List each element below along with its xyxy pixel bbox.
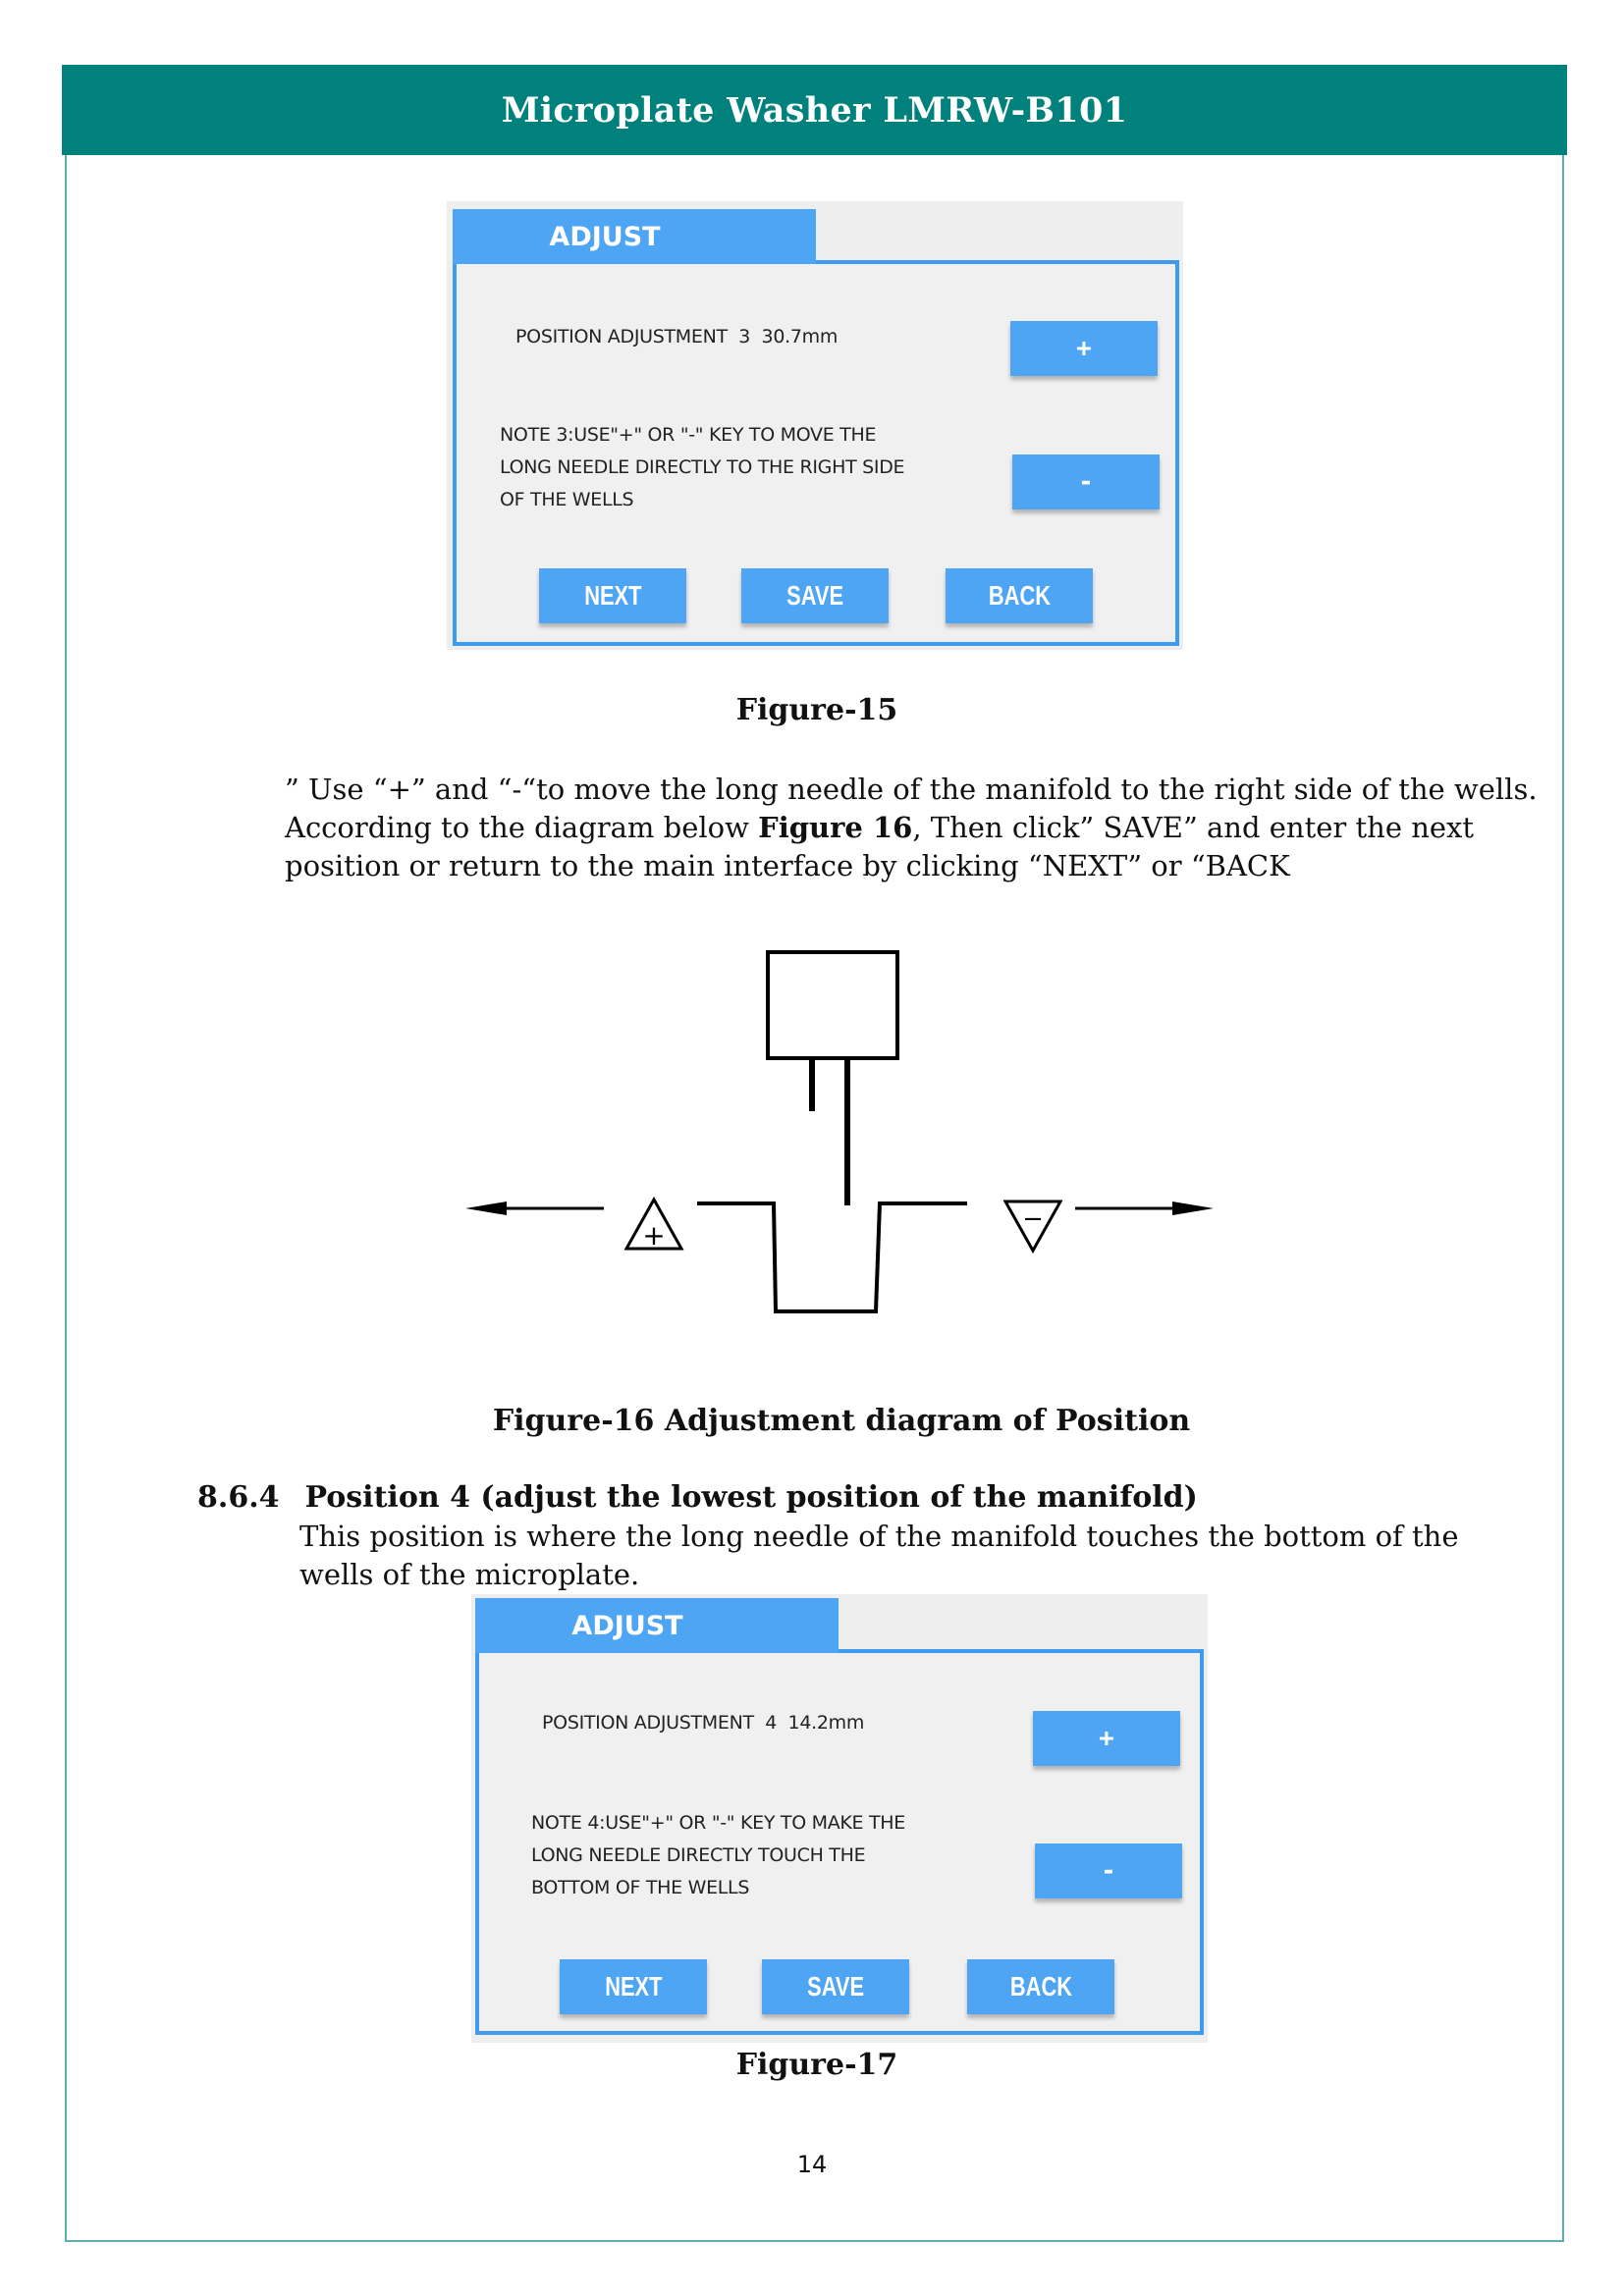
note-line: BOTTOM OF THE WELLS: [531, 1877, 750, 1898]
manifold-head: [768, 952, 897, 1058]
minus-button[interactable]: -: [1012, 454, 1160, 509]
back-button[interactable]: [946, 568, 1093, 623]
instruction-paragraph: [285, 771, 1538, 885]
right-arrowhead: [1172, 1201, 1214, 1215]
note-line: NOTE 4:USE"+" OR "-" KEY TO MAKE THE: [531, 1812, 905, 1834]
paragraph-line: This position is where the long needle of the manifold touches the bottom of the: [299, 1520, 1459, 1553]
section-paragraph: [299, 1518, 1459, 1594]
back-button-label: BACK: [988, 580, 1051, 611]
adjust-tab-label: ADJUST: [571, 1610, 683, 1641]
next-button[interactable]: [560, 1959, 707, 2014]
plus-button[interactable]: +: [1033, 1711, 1180, 1766]
adjust-tab[interactable]: [475, 1598, 839, 1653]
left-arrowhead: [465, 1201, 507, 1215]
paragraph-line: position or return to the main interface by clicking “NEXT” or “BACK: [285, 849, 1290, 882]
well-outline: [697, 1203, 967, 1311]
document-title: Microplate Washer LMRW-B101: [501, 89, 1128, 131]
plus-button[interactable]: +: [1010, 321, 1158, 376]
figure-15-caption: Figure-15: [735, 693, 898, 727]
adjust-tab-label: ADJUST: [549, 221, 661, 252]
back-button[interactable]: [967, 1959, 1114, 2014]
section-number: 8.6.4: [197, 1480, 280, 1515]
page-number: 14: [796, 2151, 828, 2178]
note-line: LONG NEEDLE DIRECTLY TO THE RIGHT SIDE: [500, 456, 905, 478]
note-text: [500, 419, 904, 516]
figure-15-adjust-screen: [447, 201, 1183, 650]
note-line: NOTE 3:USE"+" OR "-" KEY TO MOVE THE: [500, 424, 877, 446]
save-button[interactable]: [741, 568, 889, 623]
figure-reference: Figure 16: [758, 811, 913, 844]
paragraph-line: ” Use “+” and “-“to move the long needle of the manifold to the right side of the wells.: [285, 773, 1538, 806]
note-line: OF THE WELLS: [500, 489, 634, 510]
figure-16-caption: Figure-16 Adjustment diagram of Position: [492, 1404, 1191, 1438]
section-title: Position 4 (adjust the lowest position of the manifold): [304, 1480, 1198, 1515]
plus-symbol: +: [642, 1219, 666, 1252]
save-button-label: SAVE: [807, 1971, 864, 2002]
position-adjustment-readout: POSITION ADJUSTMENT 4 14.2mm: [542, 1712, 865, 1734]
next-button-label: NEXT: [583, 580, 642, 611]
figure-16-adjustment-diagram: [452, 942, 1227, 1325]
minus-button[interactable]: -: [1035, 1843, 1182, 1898]
save-button[interactable]: [762, 1959, 909, 2014]
paragraph-text: , Then click” SAVE” and enter the next: [912, 811, 1475, 844]
position-adjustment-readout: POSITION ADJUSTMENT 3 30.7mm: [515, 326, 839, 347]
adjust-tab[interactable]: [453, 209, 816, 264]
paragraph-line: wells of the microplate.: [299, 1558, 640, 1591]
paragraph-text: According to the diagram below: [285, 811, 759, 844]
figure-17-caption: Figure-17: [735, 2048, 898, 2082]
save-button-label: SAVE: [786, 580, 843, 611]
note-line: LONG NEEDLE DIRECTLY TOUCH THE: [531, 1844, 866, 1866]
next-button-label: NEXT: [604, 1971, 663, 2002]
note-text: [531, 1807, 905, 1904]
figure-17-adjust-screen: [471, 1594, 1208, 2043]
section-heading: [197, 1480, 1198, 1515]
minus-symbol: −: [1022, 1204, 1044, 1234]
header-bar: [62, 65, 1567, 155]
back-button-label: BACK: [1009, 1971, 1072, 2002]
paragraph-line: [285, 809, 1475, 847]
next-button[interactable]: [539, 568, 686, 623]
